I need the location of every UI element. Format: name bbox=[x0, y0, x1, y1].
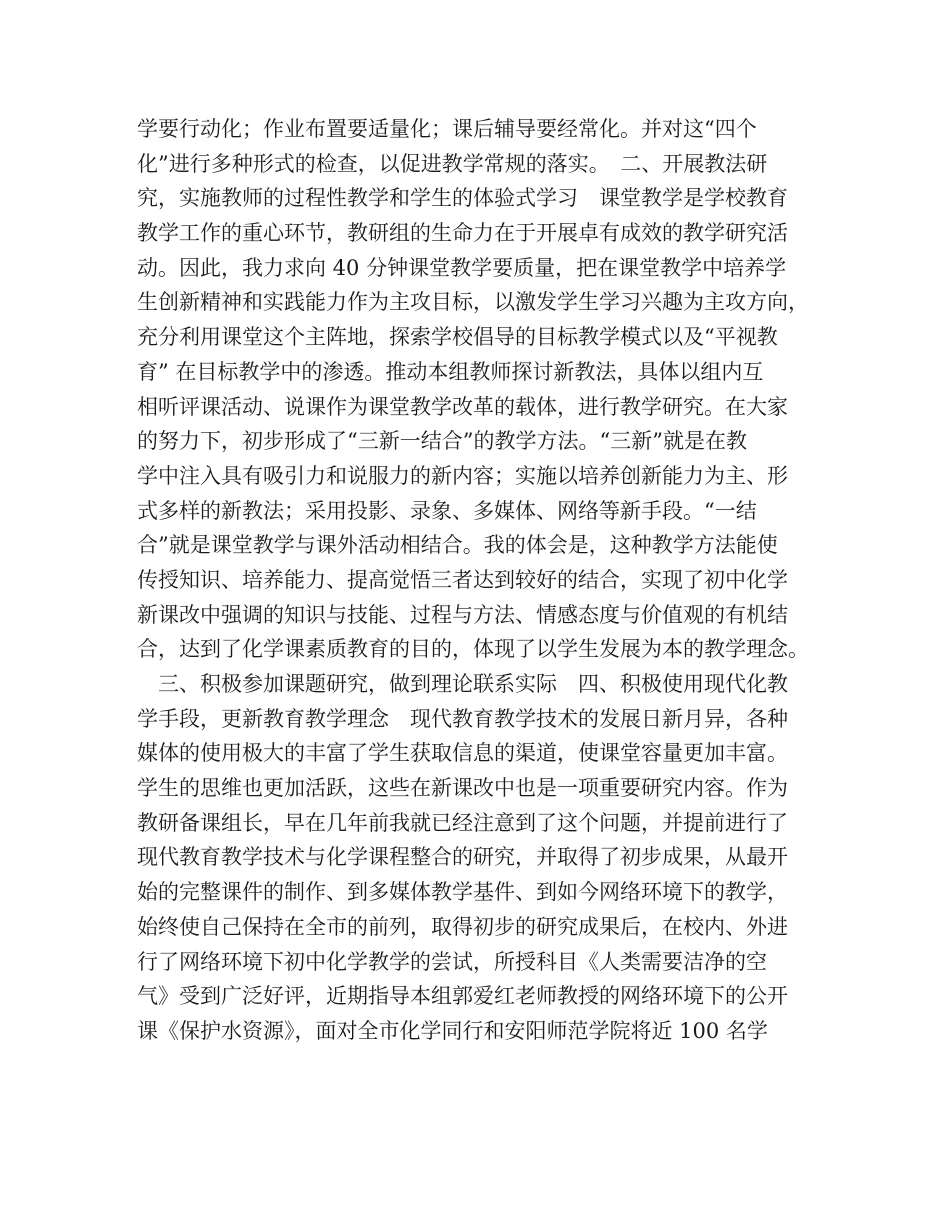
text-line: 学中注入具有吸引力和说服力的新内容；实施以培养创新能力为主、形 bbox=[137, 463, 788, 488]
text-line: 学手段，更新教育教学理念 现代教育教学技术的发展日新月异，各种 bbox=[137, 706, 788, 731]
text-line: 动。因此，我力求向 40 分钟课堂教学要质量，把在课堂教学中培养学 bbox=[137, 255, 787, 280]
text-line: 合”就是课堂教学与课外活动相结合。我的体会是，这种教学方法能使 bbox=[137, 533, 778, 558]
text-line: 相听评课活动、说课作为课堂教学改革的载体，进行教学研究。在大家 bbox=[137, 394, 788, 419]
text-line: 育” 在目标教学中的渗透。推动本组教师探讨新教法，具体以组内互 bbox=[137, 359, 764, 384]
text-line: 始的完整课件的制作、到多媒体教学基件、到如今网络环境下的教学， bbox=[137, 880, 788, 905]
text-line: 课《保护水资源》，面对全市化学同行和安阳师范学院将近 100 名学 bbox=[137, 1018, 768, 1043]
text-line: 媒体的使用极大的丰富了学生获取信息的渠道，使课堂容量更加丰富。 bbox=[137, 741, 788, 766]
text-line: 新课改中强调的知识与技能、过程与方法、情感态度与价值观的有机结 bbox=[137, 602, 788, 627]
text-line: 的努力下，初步形成了“三新一结合”的教学方法。“三新”就是在教 bbox=[137, 429, 747, 454]
text-line: 式多样的新教法；采用投影、录象、多媒体、网络等新手段。“一结 bbox=[137, 498, 757, 523]
text-line: 三、积极参加课题研究，做到理论联系实际 四、积极使用现代化教 bbox=[137, 672, 788, 696]
text-line: 充分利用课堂这个主阵地，探索学校倡导的目标教学模式以及“平视教 bbox=[137, 325, 778, 350]
text-line: 现代教育教学技术与化学课程整合的研究，并取得了初步成果，从最开 bbox=[137, 845, 788, 870]
text-line: 合，达到了化学课素质教育的目的，体现了以学生发展为本的教学理念。 bbox=[137, 637, 809, 662]
text-line: 教研备课组长，早在几年前我就已经注意到了这个问题，并提前进行了 bbox=[137, 810, 788, 835]
text-line: 学生的思维也更加活跃，这些在新课改中也是一项重要研究内容。作为 bbox=[137, 776, 788, 801]
text-line: 行了网络环境下初中化学教学的尝试，所授科目《人类需要洁净的空 bbox=[137, 949, 767, 974]
text-line: 传授知识、培养能力、提高觉悟三者达到较好的结合，实现了初中化学 bbox=[137, 567, 788, 592]
text-line: 生创新精神和实践能力作为主攻目标，以激发学生学习兴趣为主攻方向， bbox=[137, 290, 809, 315]
text-line: 教学工作的重心环节，教研组的生命力在于开展卓有成效的教学研究活 bbox=[137, 221, 788, 246]
text-line: 究，实施教师的过程性教学和学生的体验式学习 课堂教学是学校教育 bbox=[137, 186, 788, 211]
text-line: 气》受到广泛好评，近期指导本组郭爱红老师教授的网络环境下的公开 bbox=[137, 984, 788, 1009]
text-line: 始终使自己保持在全市的前列，取得初步的研究成果后，在校内、外进 bbox=[137, 914, 788, 939]
text-line: 化”进行多种形式的检查，以促进教学常规的落实。 二、开展教法研 bbox=[137, 151, 768, 176]
body-text bbox=[137, 112, 827, 1049]
text-line: 学要行动化；作业布置要适量化；课后辅导要经常化。并对这“四个 bbox=[137, 117, 757, 141]
